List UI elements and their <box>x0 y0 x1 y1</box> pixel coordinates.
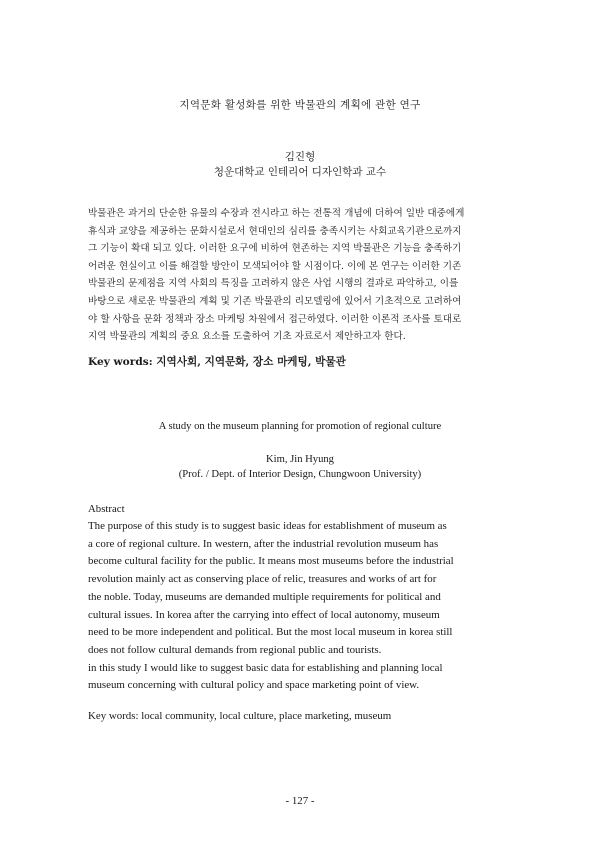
korean-abstract-line: 박물관의 문제점을 지역 사회의 특징을 고려하지 않은 사업 시행의 결과로 파악하고, 이를 <box>88 278 459 290</box>
korean-abstract <box>88 205 514 346</box>
korean-abstract-line: 휴식과 교양을 제공하는 문화시설로서 현대인의 심리를 충족시키는 사회교육기관으로까지 <box>88 225 462 237</box>
english-abstract-line: revolution mainly act as conserving place of relic, treasures and works of art for <box>88 573 437 586</box>
korean-abstract-line: 그 기능이 확대 되고 있다. 이러한 요구에 비하여 현존하는 지역 박물관은 기능을 충족하기 <box>88 243 462 255</box>
korean-keywords: Key words: 지역사회, 지역문화, 장소 마케팅, 박물관 <box>88 356 346 368</box>
korean-abstract-line: 야 할 사항을 문화 정책과 장소 마케팅 차원에서 접근하였다. 이러한 이론적 조사를 토대로 <box>88 313 462 325</box>
english-abstract-line: need to be more independent and political. But the most local museum in korea still <box>88 626 453 639</box>
english-keywords: Key words: local community, local culture, place marketing, museum <box>88 710 392 722</box>
english-abstract <box>88 518 514 695</box>
korean-abstract-line: 지역 박물관의 계획의 중요 요소를 도출하여 기초 자료로서 제안하고자 한다. <box>88 331 406 343</box>
korean-affiliation: 청운대학교 인테리어 디자인학과 교수 <box>213 166 387 178</box>
english-abstract-line: museum concerning with cultural policy and space marketing point of view. <box>88 679 420 692</box>
abstract-heading: Abstract <box>88 503 125 515</box>
english-title: A study on the museum planning for promotion of regional culture <box>158 421 442 432</box>
english-abstract-line: a core of regional culture. In western, after the industrial revolution museum has <box>88 537 439 550</box>
page-number: - 127 - <box>285 795 315 807</box>
english-abstract-line: does not follow cultural demands from regional public and tourists. <box>88 643 382 656</box>
english-abstract-line: the noble. Today, museums are demanded multiple requirements for political and <box>88 590 441 603</box>
english-abstract-line: cultural issues. In korea after the carrying into effect of local autonomy, museum <box>88 608 440 621</box>
english-abstract-line: The purpose of this study is to suggest basic ideas for establishment of museum as <box>88 520 447 532</box>
english-affiliation: (Prof. / Dept. of Interior Design, Chungwoon University) <box>178 469 422 480</box>
english-author: Kim, Jin Hyung <box>266 454 334 465</box>
korean-title: 지역문화 활성화를 위한 박물관의 계획에 관한 연구 <box>179 99 421 111</box>
korean-abstract-line: 박물관은 과거의 단순한 유물의 수장과 전시라고 하는 전통적 개념에 더하여 일반 대중에게 <box>88 208 465 219</box>
korean-author: 김진형 <box>284 151 316 163</box>
korean-abstract-line: 바탕으로 새로운 박물관의 계획 및 기존 박물관의 리모델링에 있어서 기초적으로 고려하여 <box>88 295 462 307</box>
korean-abstract-line: 어려운 현실이고 이를 해결할 방안이 모색되어야 할 시점이다. 이에 본 연구는 이러한 기존 <box>88 260 462 272</box>
english-abstract-line: in this study I would like to suggest basic data for establishing and planning local <box>88 661 443 674</box>
english-abstract-line: become cultural facility for the public. It means most museums before the industrial <box>88 555 454 568</box>
